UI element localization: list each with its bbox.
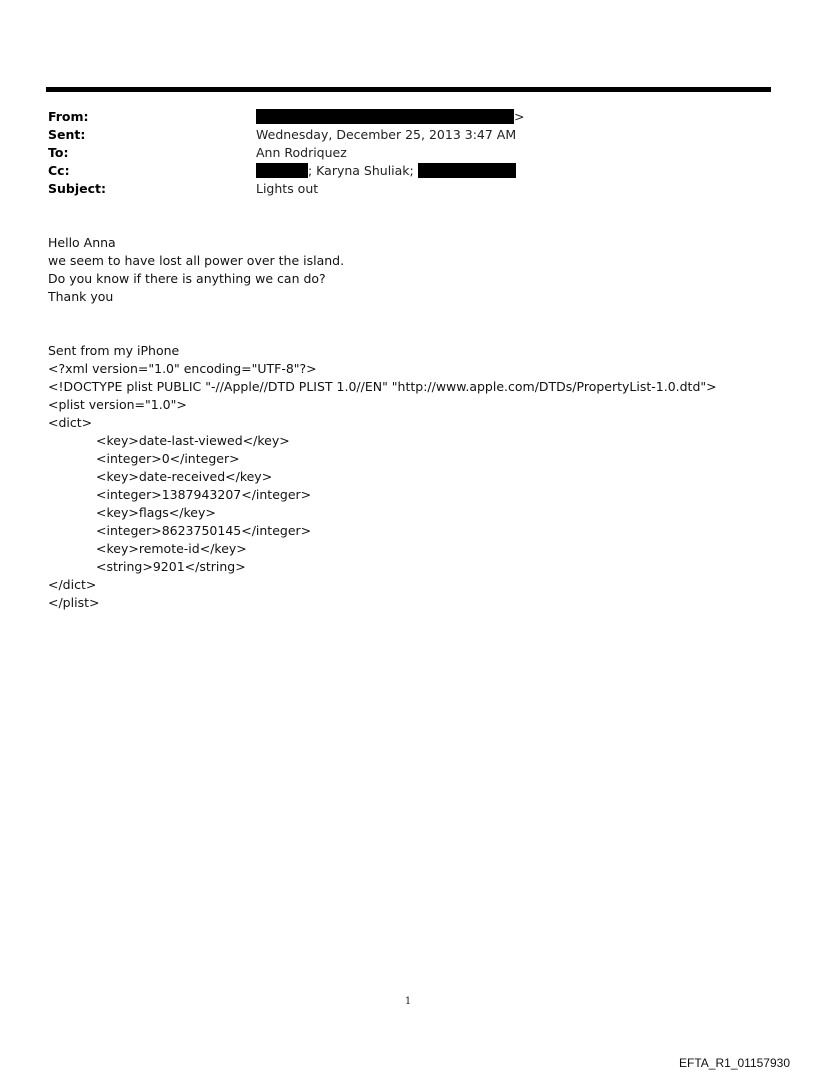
subject-row bbox=[48, 180, 768, 198]
xml-entry: <integer>1387943207</integer> bbox=[96, 487, 312, 502]
xml-dict-open: <dict> bbox=[48, 415, 93, 430]
xml-plist-close: </plist> bbox=[48, 595, 100, 610]
body-line: Thank you bbox=[48, 289, 114, 304]
to-row bbox=[48, 144, 768, 162]
sent-value: Wednesday, December 25, 2013 3:47 AM bbox=[256, 127, 517, 142]
cc-label: Cc: bbox=[48, 163, 70, 178]
from-row bbox=[48, 108, 768, 126]
email-body bbox=[48, 234, 768, 612]
redaction-block bbox=[418, 163, 516, 178]
cc-text: ; Karyna Shuliak; bbox=[308, 163, 414, 178]
bates-number: EFTA_R1_01157930 bbox=[679, 1056, 790, 1070]
xml-doctype: <!DOCTYPE plist PUBLIC "-//Apple//DTD PLIST 1.0//EN" "http://www.apple.com/DTDs/PropertyList-1.0.dtd"> bbox=[48, 379, 717, 394]
xml-entry: <key>remote-id</key> bbox=[96, 541, 247, 556]
xml-declaration: <?xml version="1.0" encoding="UTF-8"?> bbox=[48, 361, 317, 376]
redaction-block bbox=[256, 109, 514, 124]
subject-label: Subject: bbox=[48, 181, 106, 196]
xml-entry: <integer>0</integer> bbox=[96, 451, 240, 466]
spacer bbox=[48, 306, 768, 342]
from-label: From: bbox=[48, 109, 89, 124]
body-greeting: Hello Anna bbox=[48, 235, 116, 250]
page-number: 1 bbox=[404, 996, 412, 1007]
xml-entry: <string>9201</string> bbox=[96, 559, 246, 574]
xml-dict-close: </dict> bbox=[48, 577, 97, 592]
header-divider bbox=[46, 87, 771, 92]
redaction-block bbox=[256, 163, 308, 178]
from-value bbox=[256, 108, 524, 126]
xml-entry: <key>date-last-viewed</key> bbox=[96, 433, 290, 448]
to-label: To: bbox=[48, 145, 69, 160]
cc-value bbox=[256, 162, 516, 180]
email-header bbox=[48, 108, 768, 198]
signature: Sent from my iPhone bbox=[48, 343, 180, 358]
body-line: we seem to have lost all power over the island. bbox=[48, 253, 345, 268]
sent-row bbox=[48, 126, 768, 144]
cc-row bbox=[48, 162, 768, 180]
xml-entry: <integer>8623750145</integer> bbox=[96, 523, 312, 538]
body-line: Do you know if there is anything we can do? bbox=[48, 271, 326, 286]
to-value: Ann Rodriquez bbox=[256, 145, 347, 160]
sent-label: Sent: bbox=[48, 127, 86, 142]
subject-value: Lights out bbox=[256, 181, 319, 196]
from-suffix: > bbox=[514, 109, 525, 124]
xml-entry: <key>date-received</key> bbox=[96, 469, 273, 484]
xml-plist-open: <plist version="1.0"> bbox=[48, 397, 187, 412]
xml-entry: <key>flags</key> bbox=[96, 505, 216, 520]
